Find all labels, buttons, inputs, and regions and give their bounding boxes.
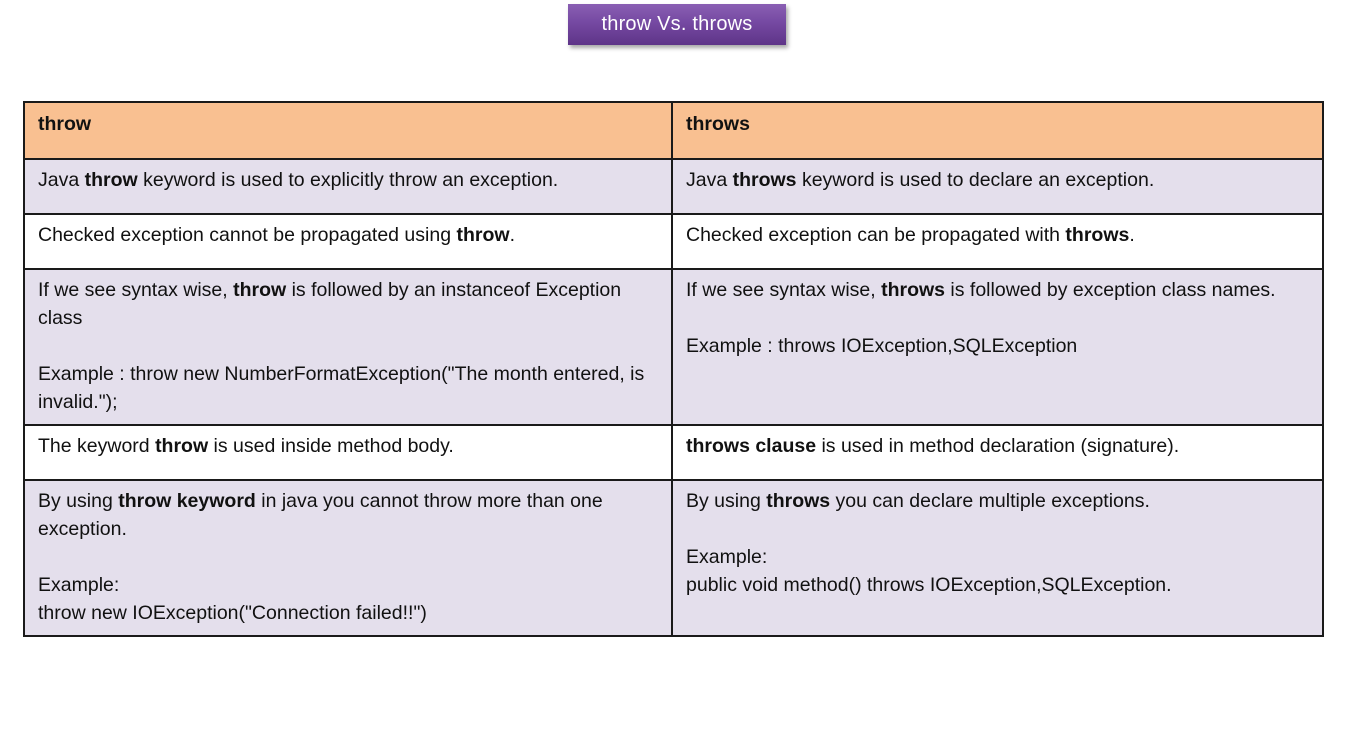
slide-title-text: throw Vs. throws — [601, 13, 753, 35]
cell-throws-syntax: If we see syntax wise, throws is followed by exception class names. Example : throws IOException,SQLException — [672, 269, 1323, 425]
cell-throw-multiple: By using throw keyword in java you cannot throw more than one exception. Example: throw new IOException("Connection failed!!") — [24, 480, 672, 636]
cell-throws-checked-exception: Checked exception can be propagated with throws. — [672, 214, 1323, 269]
column-header-throw: throw — [24, 102, 672, 159]
keyword-bold: throws — [881, 279, 945, 301]
cell-throws-usage-location: throws clause is used in method declaration (signature). — [672, 425, 1323, 480]
cell-throws-definition: Java throws keyword is used to declare an exception. — [672, 159, 1323, 214]
cell-throw-syntax: If we see syntax wise, throw is followed by an instanceof Exception class Example : throw new NumberFormatException("The month entered, is invalid."); — [24, 269, 672, 425]
table-header-row — [24, 102, 1323, 159]
keyword-bold: throw keyword — [118, 490, 256, 512]
example-code: public void method() throws IOException,SQLException. — [686, 574, 1172, 596]
example-label: Example: — [38, 574, 120, 596]
cell-throws-multiple: By using throws you can declare multiple exceptions. Example: public void method() throws IOException,SQLException. — [672, 480, 1323, 636]
cell-throw-usage-location: The keyword throw is used inside method body. — [24, 425, 672, 480]
column-header-throws: throws — [672, 102, 1323, 159]
keyword-bold: throw — [233, 279, 287, 301]
table-row — [24, 159, 1323, 214]
keyword-bold: throw — [84, 169, 138, 191]
comparison-table — [23, 101, 1324, 637]
keyword-bold: throw — [155, 435, 209, 457]
keyword-bold: throws — [766, 490, 831, 512]
table-row — [24, 269, 1323, 425]
table-row — [24, 425, 1323, 480]
example-label: Example: — [686, 546, 768, 568]
cell-throw-definition: Java throw keyword is used to explicitly throw an exception. — [24, 159, 672, 214]
syntax-example: Example : throws IOException,SQLException — [686, 335, 1078, 357]
syntax-example: Example : throw new NumberFormatException("The month entered, is invalid."); — [38, 363, 645, 413]
table-row — [24, 480, 1323, 636]
example-code: throw new IOException("Connection failed!!") — [38, 602, 427, 624]
keyword-bold: throws — [1065, 224, 1130, 246]
keyword-bold: throw — [456, 224, 510, 246]
keyword-bold: throws clause — [686, 435, 817, 457]
cell-throw-checked-exception: Checked exception cannot be propagated using throw. — [24, 214, 672, 269]
slide-title — [568, 4, 786, 45]
keyword-bold: throws — [732, 169, 797, 191]
table-row — [24, 214, 1323, 269]
